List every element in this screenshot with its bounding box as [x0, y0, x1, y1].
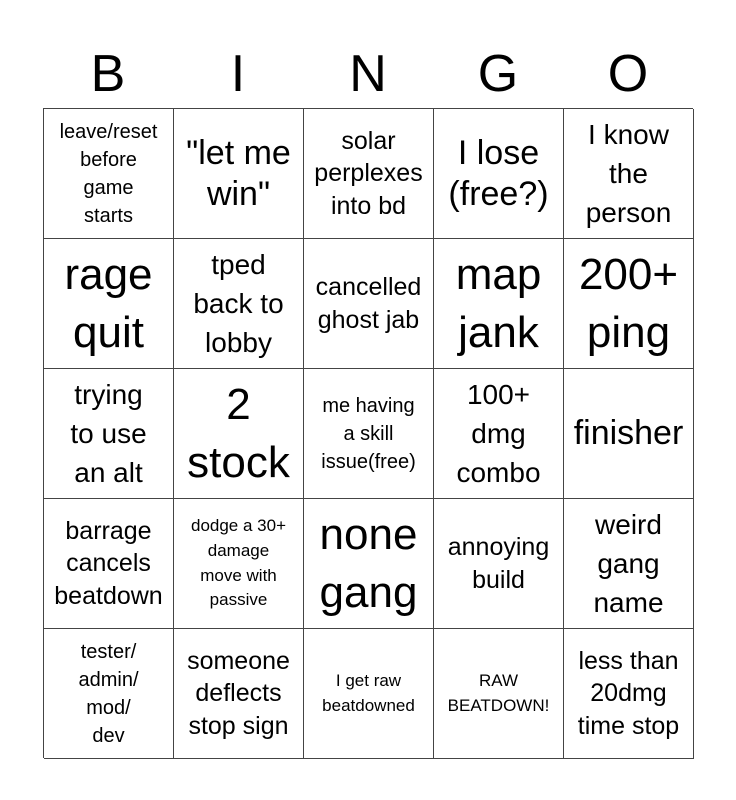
bingo-cell[interactable] [304, 369, 434, 499]
bingo-cell[interactable] [44, 629, 174, 759]
cell-text: I know the person [585, 118, 672, 229]
cell-text: I get raw beatdowned [322, 670, 415, 715]
cell-text: barrage cancels beatdown [54, 516, 163, 610]
cell-text: solar perplexes into bd [314, 126, 423, 220]
bingo-cell[interactable] [304, 499, 434, 629]
cell-text: dodge a 30+ damage move with passive [190, 516, 286, 610]
cell-text: 200+ ping [578, 250, 679, 357]
bingo-cell[interactable] [304, 109, 434, 239]
cell-text: cancelled ghost jab [315, 273, 422, 334]
bingo-cell[interactable] [174, 499, 304, 629]
header-letter-g: G [477, 45, 519, 103]
bingo-cell[interactable] [44, 109, 174, 239]
bingo-cell[interactable] [44, 499, 174, 629]
cell-text: map jank [455, 250, 542, 357]
cell-text: less than 20dmg time stop [577, 646, 680, 740]
bingo-cell[interactable] [564, 239, 694, 369]
bingo-cell[interactable] [304, 629, 434, 759]
bingo-cell[interactable] [174, 369, 304, 499]
cell-text: leave/reset before game starts [59, 120, 158, 227]
bingo-cell[interactable] [434, 369, 564, 499]
cell-text: "let me win" [186, 133, 291, 213]
bingo-cell[interactable] [434, 239, 564, 369]
cell-text: RAW BEATDOWN! [447, 670, 550, 715]
header-letter-i: I [230, 45, 246, 103]
cell-text: 100+ dmg combo [456, 378, 541, 489]
bingo-cell[interactable] [44, 369, 174, 499]
cell-text: someone deflects stop sign [187, 646, 290, 740]
header-letter-n: N [349, 45, 387, 103]
bingo-cell[interactable] [44, 239, 174, 369]
header-letter-o: O [607, 45, 649, 103]
bingo-cell[interactable] [434, 499, 564, 629]
cell-text: none gang [319, 510, 418, 617]
bingo-header [43, 40, 693, 108]
bingo-cell[interactable] [174, 239, 304, 369]
header-letter-b: B [90, 45, 126, 103]
cell-text: trying to use an alt [70, 378, 147, 489]
cell-text: 2 stock [187, 380, 290, 487]
cell-text: me having a skill issue(free) [321, 394, 416, 473]
cell-text: tester/ admin/ mod/ dev [78, 640, 139, 747]
cell-text: weird gang name [593, 508, 664, 619]
bingo-cell[interactable] [434, 629, 564, 759]
bingo-cell[interactable] [564, 629, 694, 759]
bingo-board [43, 108, 693, 758]
cell-text: rage quit [64, 250, 153, 357]
bingo-cell[interactable] [434, 109, 564, 239]
bingo-cell[interactable] [174, 109, 304, 239]
cell-text: annoying build [447, 533, 550, 594]
cell-text: I lose (free?) [448, 133, 549, 213]
cell-text: tped back to lobby [193, 248, 284, 359]
bingo-cell[interactable] [174, 629, 304, 759]
cell-text: finisher [573, 414, 684, 453]
bingo-cell[interactable] [564, 109, 694, 239]
bingo-cell[interactable] [304, 239, 434, 369]
bingo-cell[interactable] [564, 369, 694, 499]
bingo-cell[interactable] [564, 499, 694, 629]
